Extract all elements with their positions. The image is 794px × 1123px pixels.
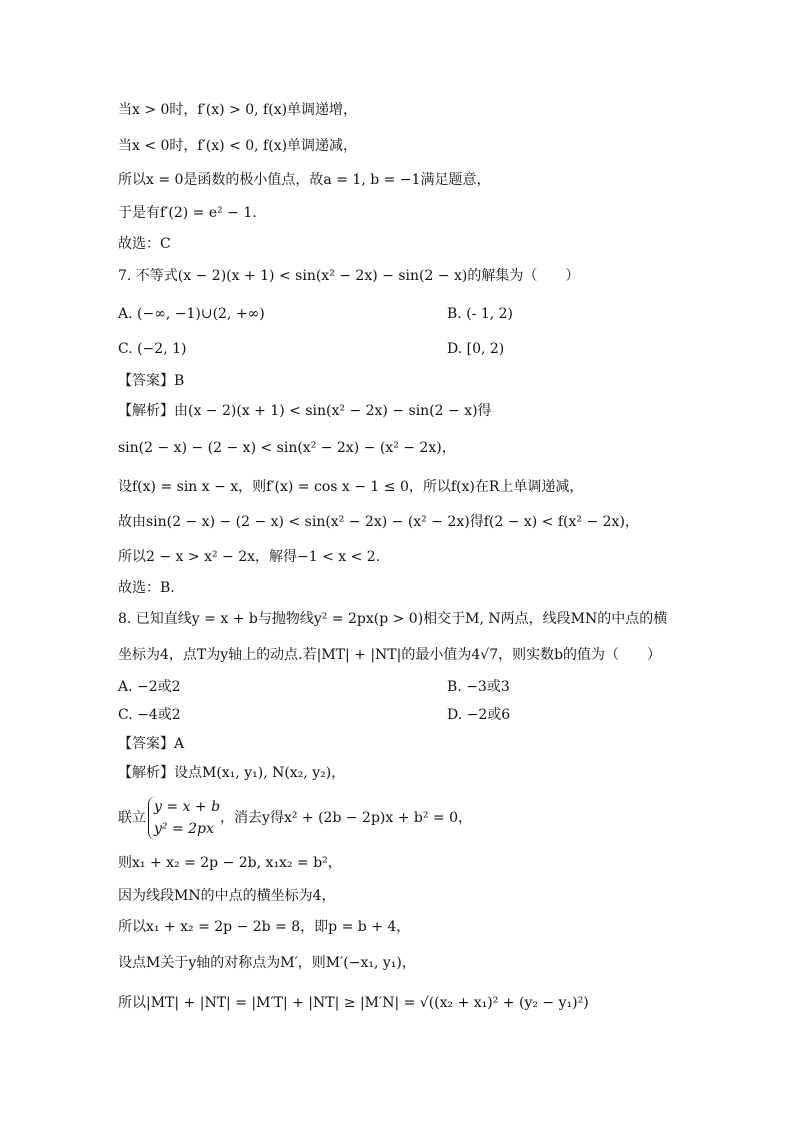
question-8-equation-system-line — [118, 796, 472, 840]
question-7-solution-line: 所以2 − x > x² − 2x，解得−1 < x < 2. — [118, 549, 381, 565]
system-equation-1: y = x + b — [154, 799, 221, 815]
question-8-option-a: A. −2或2 — [118, 679, 181, 695]
question-8-option-d: D. −2或6 — [447, 707, 511, 723]
question-7-option-c: C. (−2, 1) — [118, 341, 187, 357]
question-7-option-d: D. [0, 2) — [447, 341, 505, 357]
question-8-solution-line: 则x₁ + x₂ = 2p − 2b, x₁x₂ = b²， — [118, 855, 342, 871]
equation-system — [148, 796, 220, 840]
question-8-stem: 坐标为4，点T为y轴上的动点.若|MT| + |NT|的最小值为4√7，则实数b的值为（ ） — [118, 647, 662, 663]
question-7-option-a: A. (−∞, −1)∪(2, +∞) — [118, 306, 265, 322]
question-8-solution-line: 设点M关于y轴的对称点为M′，则M′(−x₁, y₁)， — [118, 955, 416, 971]
question-8-option-b: B. −3或3 — [447, 679, 510, 695]
question-7-solution-line: 设f(x) = sin x − x，则f′(x) = cos x − 1 ≤ 0，所以f(x)在R上单调递减， — [118, 479, 584, 495]
question-8-stem: 8. 已知直线y = x + b与抛物线y² = 2px(p > 0)相交于M, N两点，线段MN的中点的横 — [118, 611, 668, 627]
question-7-answer: 【答案】B — [118, 373, 185, 389]
system-equation-2: y² = 2px — [154, 821, 214, 837]
question-8-solution-line: 因为线段MN的中点的横坐标为4， — [118, 888, 336, 904]
question-8-option-c: C. −4或2 — [118, 707, 181, 723]
text-line: 当x < 0时，f′(x) < 0, f(x)单调递减， — [118, 138, 358, 154]
question-8-solution-line: 所以|MT| + |NT| = |M′T| + |NT| ≥ |M′N| = √((x₂ + x₁)² + (y₂ − y₁)²) — [118, 995, 589, 1011]
system-suffix: ，消去y得x² + (2b − 2p)x + b² = 0， — [220, 810, 473, 826]
question-7-solution-line: 故由sin(2 − x) − (2 − x) < sin(x² − 2x) − (x² − 2x)得f(2 − x) < f(x² − 2x)， — [118, 514, 639, 530]
question-8-solution-line: 所以x₁ + x₂ = 2p − 2b = 8，即p = b + 4， — [118, 919, 411, 935]
question-7-solution-line: sin(2 − x) − (2 − x) < sin(x² − 2x) − (x² − 2x)， — [118, 440, 456, 456]
text-line: 于是有f′(2) = e² − 1. — [118, 205, 257, 221]
question-8-solution-line: 【解析】设点M(x₁, y₁), N(x₂, y₂)， — [118, 765, 346, 781]
question-7-solution-line: 故选：B. — [118, 580, 175, 596]
system-prefix: 联立 — [118, 810, 146, 826]
question-7-stem: 7. 不等式(x − 2)(x + 1) < sin(x² − 2x) − sin(2 − x)的解集为（ ） — [118, 268, 580, 284]
question-8-answer: 【答案】A — [118, 736, 185, 752]
text-line: 故选：C — [118, 236, 171, 252]
text-line: 所以x = 0是函数的极小值点，故a = 1, b = −1满足题意， — [118, 172, 491, 188]
text-line: 当x > 0时，f′(x) > 0, f(x)单调递增， — [118, 102, 358, 118]
question-7-option-b: B. (- 1, 2) — [447, 306, 514, 322]
question-7-solution-line: 【解析】由(x − 2)(x + 1) < sin(x² − 2x) − sin(2 − x)得 — [118, 403, 492, 419]
